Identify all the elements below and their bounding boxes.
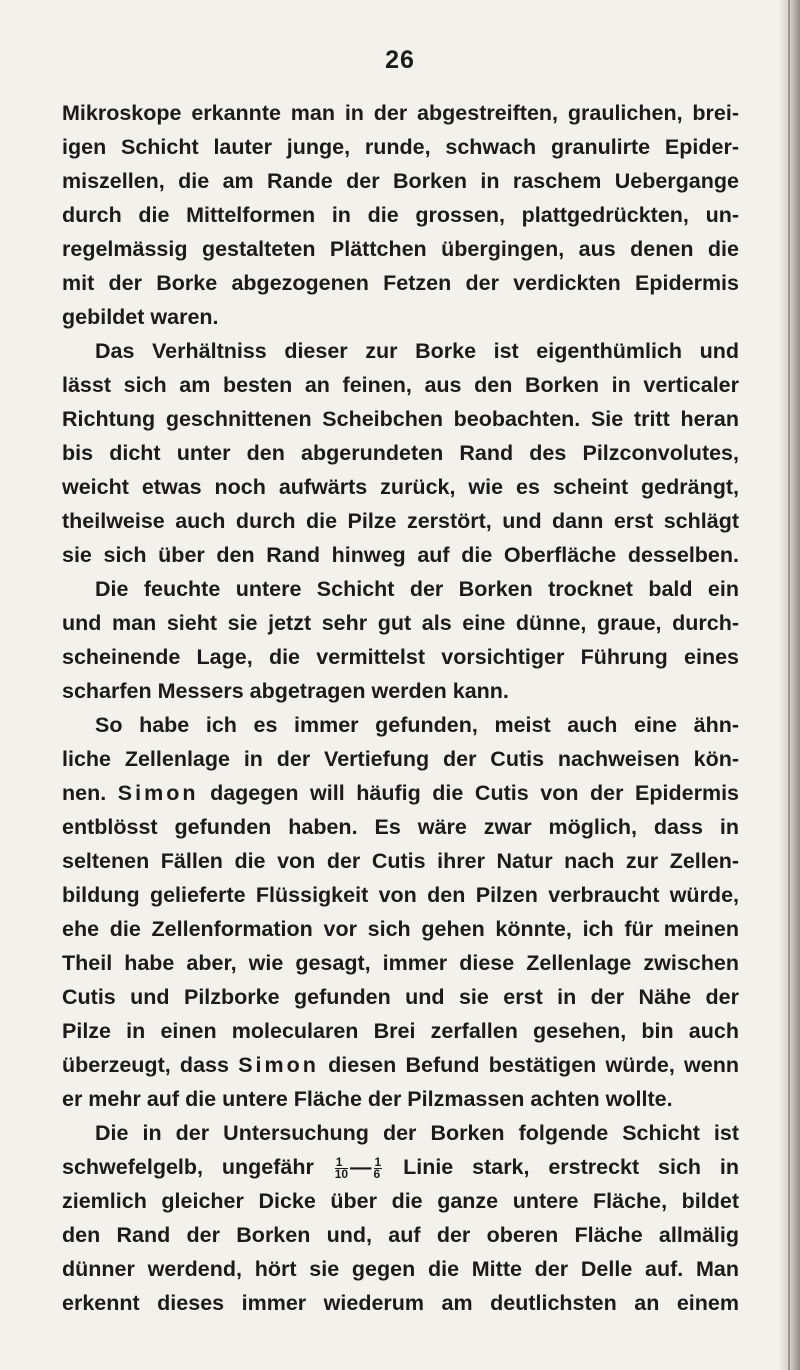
text-line: erkennt dieses immer wiederum am deutlichsten an einem <box>62 1291 739 1315</box>
text-line: ehe die Zellenformation vor sich gehen könnte, ich für meinen <box>62 917 739 941</box>
text-line: Theil habe aber, wie gesagt, immer diese Zellenlage zwischen <box>62 951 739 975</box>
text-fragment: diesen Befund bestätigen würde, wenn <box>328 1053 739 1077</box>
text-line: Richtung geschnittenen Scheibchen beobachten. Sie tritt heran <box>62 407 739 431</box>
fraction-denominator: 6 <box>373 1166 381 1181</box>
text-line: scharfen Messers abgetragen werden kann. <box>62 679 509 703</box>
text-line <box>62 1150 739 1184</box>
text-line <box>62 776 739 810</box>
text-line: den Rand der Borken und, auf der oberen Fläche allmälig <box>62 1223 739 1247</box>
page-number: 26 <box>385 46 415 74</box>
text-line: entblösst gefunden haben. Es wäre zwar möglich, dass in <box>62 815 739 839</box>
text-line: weicht etwas noch aufwärts zurück, wie es scheint gedrängt, <box>62 475 739 499</box>
text-line: scheinende Lage, die vermittelst vorsichtiger Führung eines <box>62 645 739 669</box>
text-line: Cutis und Pilzborke gefunden und sie erst in der Nähe der <box>62 985 739 1009</box>
fraction-one-tenth <box>334 1154 349 1181</box>
text-line: und man sieht sie jetzt sehr gut als eine dünne, graue, durch- <box>62 611 739 635</box>
text-line <box>62 1048 739 1082</box>
text-line: durch die Mittelformen in die grossen, plattgedrückten, un- <box>62 203 739 227</box>
page-edge-line <box>788 0 790 1370</box>
author-name-simon: Simon <box>238 1053 319 1077</box>
text-line: ziemlich gleicher Dicke über die ganze untere Fläche, bildet <box>62 1189 739 1213</box>
fraction-numerator: 1 <box>335 1157 348 1169</box>
text-fragment: nen. <box>62 781 107 805</box>
text-line: igen Schicht lauter junge, runde, schwach granulirte Epider- <box>62 135 739 159</box>
fraction-denominator: 10 <box>334 1166 349 1181</box>
text-line: Die feuchte untere Schicht der Borken trocknet bald ein <box>95 577 739 601</box>
text-line: dünner werdend, hört sie gegen die Mitte der Delle auf. Man <box>62 1257 739 1281</box>
text-line: theilweise auch durch die Pilze zerstört, und dann erst schlägt <box>62 509 739 533</box>
text-line: er mehr auf die untere Fläche der Pilzmassen achten wollte. <box>62 1087 673 1111</box>
text-line: regelmässig gestalteten Plättchen übergingen, aus denen die <box>62 237 739 261</box>
text-line: seltenen Fällen die von der Cutis ihrer Natur nach zur Zellen- <box>62 849 739 873</box>
text-fragment: Linie stark, erstreckt sich in <box>403 1155 740 1179</box>
text-line: sie sich über den Rand hinweg auf die Oberfläche desselben. <box>62 543 739 567</box>
text-line: So habe ich es immer gefunden, meist auch eine ähn- <box>95 713 739 737</box>
text-fragment: schwefelgelb, ungefähr <box>62 1155 314 1179</box>
text-line: bis dicht unter den abgerundeten Rand des Pilzconvolutes, <box>62 441 739 465</box>
text-line: mit der Borke abgezogenen Fetzen der verdickten Epidermis <box>62 271 739 295</box>
text-line: lässt sich am besten an feinen, aus den Borken in verticaler <box>62 373 739 397</box>
text-line: Die in der Untersuchung der Borken folgende Schicht ist <box>95 1121 739 1145</box>
text-line: Pilze in einen molecularen Brei zerfallen gesehen, bin auch <box>62 1019 739 1043</box>
body-text <box>62 96 739 1320</box>
text-fragment: dagegen will häufig die Cutis von der Epidermis <box>210 781 740 805</box>
author-name-simon: Simon <box>117 781 199 805</box>
text-line: gebildet waren. <box>62 305 219 329</box>
text-line: bildung gelieferte Flüssigkeit von den Pilzen verbraucht würde, <box>62 883 739 907</box>
text-line: Das Verhältniss dieser zur Borke ist eigenthümlich und <box>95 339 739 363</box>
text-line: liche Zellenlage in der Vertiefung der Cutis nachweisen kön- <box>62 747 739 771</box>
text-line: Mikroskope erkannte man in der abgestreiften, graulichen, brei- <box>62 101 739 125</box>
fraction-numerator: 1 <box>374 1154 382 1169</box>
fraction-one-sixth <box>373 1154 383 1181</box>
text-fragment: überzeugt, dass <box>62 1053 229 1077</box>
dash: — <box>350 1155 372 1179</box>
text-line: miszellen, die am Rande der Borken in raschem Uebergange <box>62 169 739 193</box>
